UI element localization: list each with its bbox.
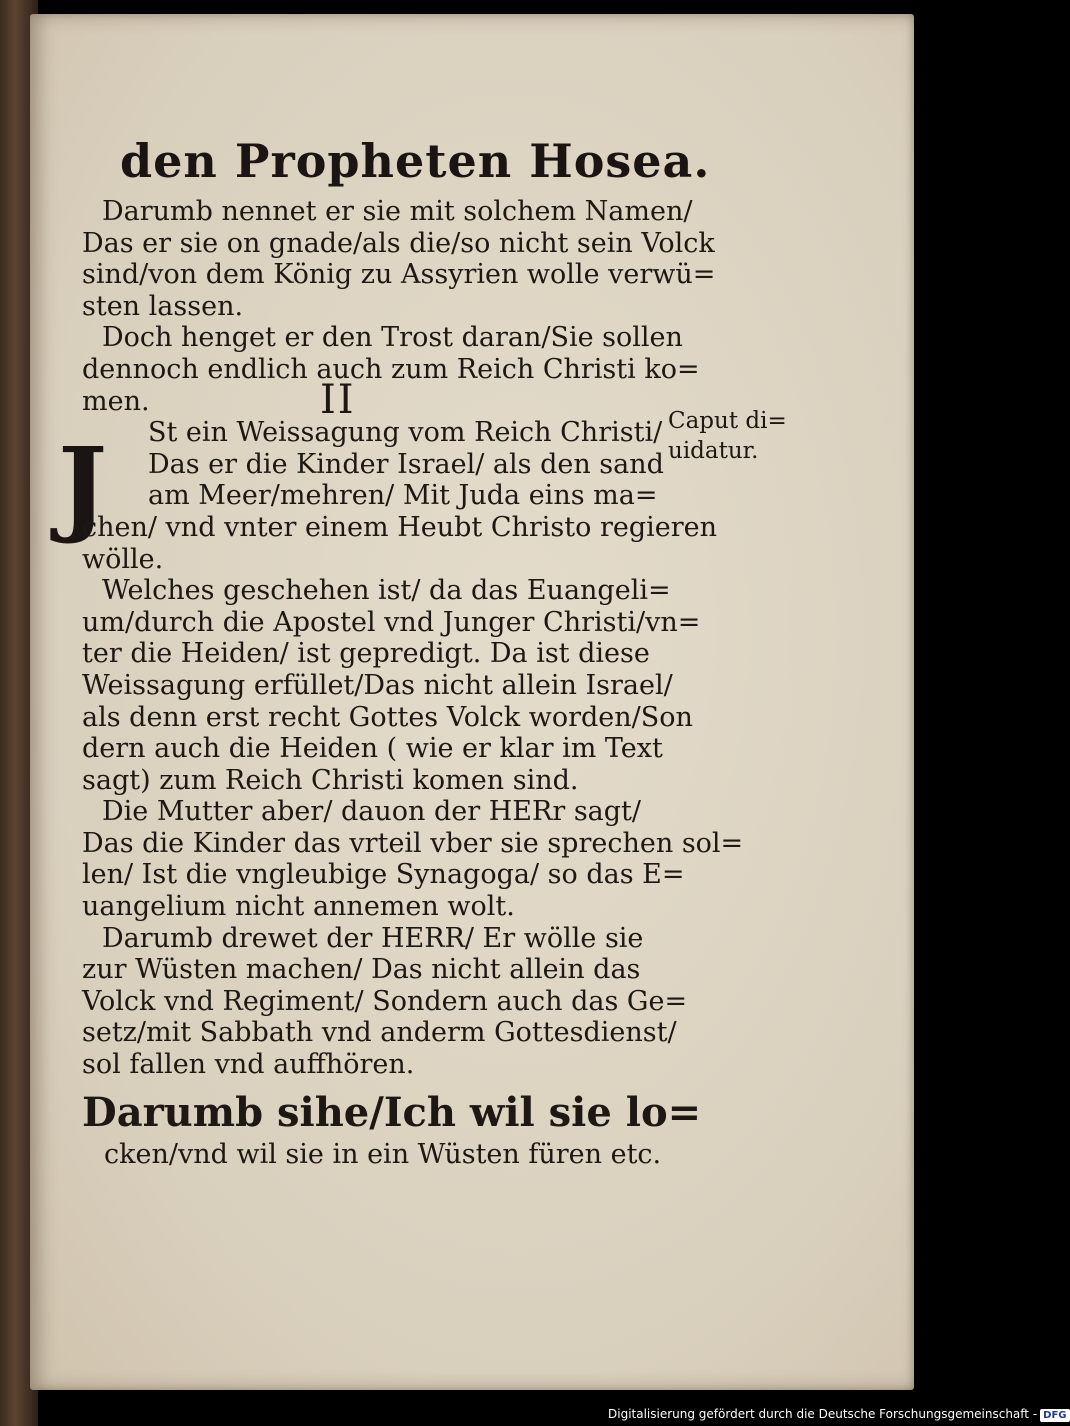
digitization-credit [608,1407,1070,1423]
running-header: den Propheten Hosea. [120,134,711,188]
text-line: sind/von dem König zu Assyrien wolle verwü= [82,259,716,291]
text-line: zur Wüsten machen/ Das nicht allein das [82,954,641,986]
text-line: am Meer/mehren/ Mit Juda eins ma= [148,480,658,512]
text-line: Weissagung erfüllet/Das nicht allein Israel/ [82,669,673,701]
large-text-line: Darumb sihe/Ich wil sie lo= [82,1088,702,1136]
text-line: dennoch endlich auch zum Reich Christi ko= [82,353,700,385]
text-line: ter die Heiden/ ist gepredigt. Da ist diese [82,638,650,670]
text-line-with-chapter [82,376,672,423]
text-line: sol fallen vnd auffhören. [82,1049,415,1081]
text-line: St ein Weissagung vom Reich Christi/ [148,417,663,449]
text-line: Darumb drewet der HERR/ Er wölle sie [102,922,644,954]
text-line: uangelium nicht annemen wolt. [82,891,515,923]
text-line: chen/ vnd vnter einem Heubt Christo regieren [82,511,718,543]
text-line: sagt) zum Reich Christi komen sind. [82,764,579,796]
text-line: Das er sie on gnade/als die/so nicht sein Volck [82,227,715,259]
credit-text: Digitalisierung gefördert durch die Deutsche Forschungsgemeinschaft - [608,1407,1038,1421]
text-line: Darumb nennet er sie mit solchem Namen/ [102,196,693,227]
margin-note-line: Caput di= [668,408,787,434]
text-line: sten lassen. [82,290,244,322]
text-line: Welches geschehen ist/ da das Euangeli= [102,575,671,607]
text-line: men. [82,385,150,417]
text-line: als denn erst recht Gottes Volck worden/Son [82,701,693,733]
text-line: setz/mit Sabbath vnd anderm Gottesdienst/ [82,1017,677,1049]
text-line: Volck vnd Regiment/ Sondern auch das Ge= [82,985,688,1017]
text-line: dern auch die Heiden ( wie er klar im Text [82,733,663,765]
text-line: Doch henget er den Trost daran/Sie sollen [102,322,683,354]
text-line: Das er die Kinder Israel/ als den sand [148,448,664,480]
text-line: um/durch die Apostel vnd Junger Christi/vn= [82,606,701,638]
text-line: cken/vnd wil sie in ein Wüsten füren etc. [104,1138,662,1170]
text-line: wölle. [82,543,164,575]
initial-letter: J [58,424,108,547]
margin-note-line: uidatur. [668,438,759,464]
text-line: Das die Kinder das vrteil vber sie sprechen sol= [82,827,744,859]
dfg-logo-icon: DFG [1040,1409,1069,1422]
margin-note [668,406,796,466]
chapter-number: II [320,376,356,423]
text-line: Die Mutter aber/ dauon der HERr sagt/ [102,796,641,828]
text-line: len/ Ist die vngleubige Synagoga/ so das E= [82,859,685,891]
